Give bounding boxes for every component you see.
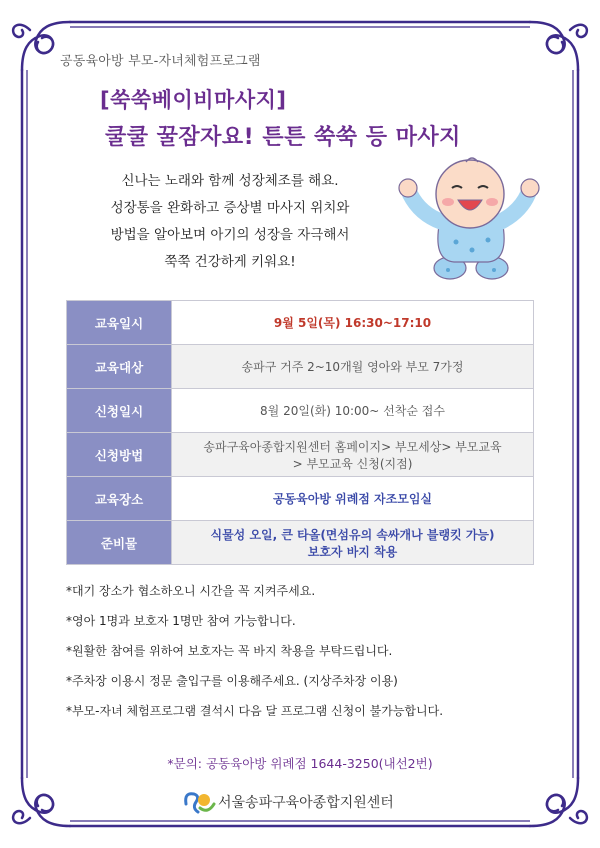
info-table [66, 300, 534, 565]
table-row [67, 521, 534, 565]
row-value-apply-date: 8월 20일(화) 10:00~ 선착순 접수 [172, 389, 534, 433]
baby-illustration [392, 150, 542, 285]
table-row [67, 389, 534, 433]
note-item: *부모-자녀 체험프로그램 결석시 다음 달 프로그램 신청이 불가능합니다. [66, 704, 444, 718]
note-item: *원활한 참여를 위하여 보호자는 꼭 바지 착용을 부탁드립니다. [66, 644, 393, 658]
apply-method-line: 송파구육아종합지원센터 홈페이지> 부모세상> 부모교육 [203, 439, 502, 454]
row-label-date: 교육일시 [67, 301, 172, 345]
intro-text [80, 168, 380, 276]
intro-line: 방법을 알아보며 아기의 성장을 자극해서 [110, 227, 350, 243]
row-label-target: 교육대상 [67, 345, 172, 389]
table-row [67, 433, 534, 477]
row-value-date: 9월 5일(목) 16:30~17:10 [172, 301, 534, 345]
row-value-apply-method [172, 433, 534, 477]
intro-line: 성장통을 완화하고 증상별 마사지 위치와 [110, 200, 350, 216]
supplies-line: 보호자 바지 착용 [307, 544, 398, 559]
row-label-apply-date: 신청일시 [67, 389, 172, 433]
row-label-apply-method: 신청방법 [67, 433, 172, 477]
contact-info: *문의: 공동육아방 위례점 1644-3250(내선2번) [167, 756, 433, 771]
row-value-supplies [172, 521, 534, 565]
row-value-target: 송파구 거주 2~10개월 영아와 부모 7가정 [172, 345, 534, 389]
table-row [67, 345, 534, 389]
program-tagline: 쿨쿨 꿀잠자요! 튼튼 쑥쑥 등 마사지 [105, 125, 461, 150]
program-title: [쑥쑥베이비마사지] [100, 88, 287, 112]
table-row [67, 477, 534, 521]
notes-list [66, 584, 546, 734]
row-label-supplies: 준비물 [67, 521, 172, 565]
row-label-location: 교육장소 [67, 477, 172, 521]
intro-line: 신나는 노래와 함께 성장체조를 해요. [121, 173, 339, 189]
program-subtitle: 공동육아방 부모-자녀체험프로그램 [60, 54, 261, 69]
table-row [67, 301, 534, 345]
apply-method-line: > 부모교육 신청(지점) [292, 456, 413, 471]
intro-line: 쭉쭉 건강하게 키워요! [164, 254, 296, 270]
note-item: *대기 장소가 협소하오니 시간을 꼭 지켜주세요. [66, 584, 316, 598]
supplies-line: 식물성 오일, 큰 타올(면섬유의 속싸개나 블랭킷 가능) [210, 527, 495, 542]
row-value-location: 공동육아방 위례점 자조모임실 [172, 477, 534, 521]
note-item: *주차장 이용시 정문 출입구를 이용해주세요. (지상주차장 이용) [66, 674, 398, 688]
org-name: 서울송파구육아종합지원센터 [218, 795, 394, 811]
note-item: *영아 1명과 보호자 1명만 참여 가능합니다. [66, 614, 296, 628]
